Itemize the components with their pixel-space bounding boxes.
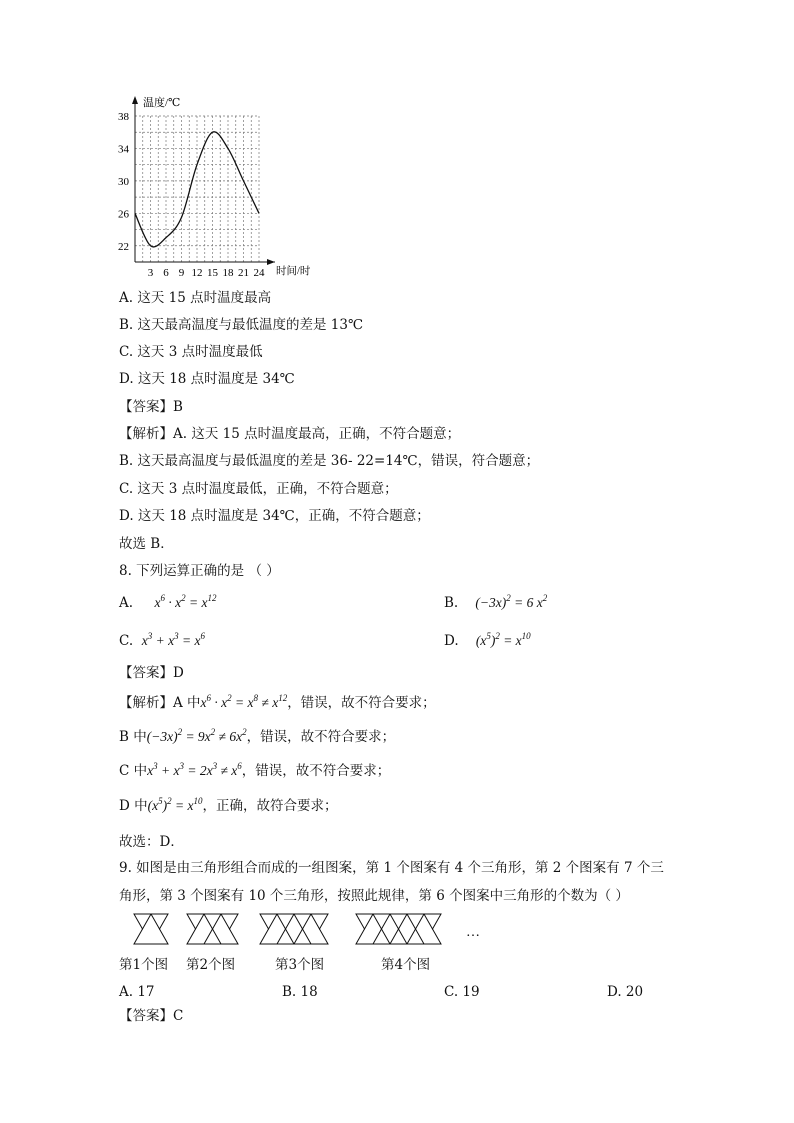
q7-analysis-c: C. 这天 3 点时温度最低，正确，不符合题意；	[119, 481, 398, 497]
x-tick-label: 3	[147, 267, 154, 279]
q8-analysis-b: B 中$(-3x)^2 = 9x^2 \ne 6x^2$，错误，故不符合要求；	[119, 727, 396, 745]
pattern-label-4: 第4个图	[381, 957, 431, 973]
c-prefix: C 中	[119, 763, 148, 779]
triangle-pattern	[187, 914, 238, 944]
x-tick-label: 9	[178, 267, 185, 279]
x-tick-label: 6	[163, 267, 169, 279]
q8-analysis-d: D 中$(x^5)^2 = x^{10}$，正确，故符合要求；	[119, 796, 338, 814]
triangle-patterns-figure	[130, 912, 510, 948]
x-axis-label: 时间/时	[276, 266, 311, 277]
triangle-pattern	[260, 914, 328, 944]
y-tick-label: 34	[118, 143, 129, 156]
chart-grid	[135, 116, 259, 262]
right-suffix: ，正确，故符合要求；	[202, 798, 338, 814]
temperature-chart	[110, 90, 350, 280]
q8-answer: 【答案】D	[119, 665, 184, 681]
y-tick-label: 38	[118, 111, 129, 123]
q7-analysis-b: B. 这天最高温度与最低温度的差是 36- 22=14℃，错误，符合题意；	[119, 453, 540, 469]
y-axis-label: 温度/℃	[143, 97, 181, 109]
y-tick-label: 26	[118, 208, 129, 221]
q7-analysis-a: 【解析】A. 这天 15 点时温度最高，正确，不符合题意；	[119, 426, 461, 442]
q9-option-b: B. 18	[282, 984, 318, 1000]
analysis-prefix: 【解析】A 中	[119, 695, 201, 711]
y-tick-label: 30	[118, 175, 129, 188]
x-axis-arrow	[267, 259, 275, 265]
wrong-suffix: ，错误，故不符合要求；	[246, 729, 396, 745]
q9-option-d: D. 20	[607, 984, 644, 1000]
ellipsis: …	[466, 925, 480, 940]
wrong-suffix: ，错误，故不符合要求；	[287, 695, 436, 711]
triangle-pattern	[134, 914, 168, 944]
pattern-label-3: 第3个图	[275, 957, 325, 973]
q7-option-a: A. 这天 15 点时温度最高	[119, 290, 272, 306]
q7-answer: 【答案】B	[119, 399, 183, 415]
pattern-label-1: 第1个图	[119, 957, 169, 973]
q8-option-b: B. $(-3x)^2 = 6$ $x^2$	[444, 593, 548, 611]
wrong-suffix: ，错误，故不符合要求；	[241, 763, 391, 779]
q9-stem-line-2: 角形，第 3 个图案有 10 个三角形，按照此规律，第 6 个图案中三角形的个数为（ ）	[119, 888, 629, 904]
q7-analysis-d: D. 这天 18 点时温度是 34℃，正确，不符合题意；	[119, 508, 430, 524]
q9-answer: 【答案】C	[119, 1008, 184, 1024]
q8-analysis-c: C 中$x^3 + x^3 = 2x^3 \ne x^6$，错误，故不符合要求；	[119, 761, 391, 779]
q8-conclusion: 故选：D．	[119, 834, 184, 850]
x-tick-label: 15	[207, 267, 218, 279]
x-tick-label: 21	[238, 267, 249, 279]
x-tick-label: 18	[222, 267, 234, 279]
q9-stem-line-1: 9. 如图是由三角形组合而成的一组图案，第 1 个图案有 4 个三角形，第 2 个图案有 7 个三	[119, 860, 664, 876]
q8-option-d: D. $(x^5)^2 = x^{10}$	[444, 631, 531, 649]
x-tick-label: 12	[191, 267, 203, 279]
q8-stem: 8. 下列运算正确的是 （ ）	[119, 563, 280, 579]
y-tick-label: 22	[118, 240, 129, 253]
y-axis-arrow	[132, 96, 138, 104]
d-prefix: D 中	[119, 798, 148, 814]
q7-option-d: D. 这天 18 点时温度是 34℃	[119, 371, 295, 387]
triangle-pattern	[356, 914, 441, 944]
q9-option-a: A. 17	[119, 984, 155, 1000]
q8-analysis-a: 【解析】A 中$x^6 \cdot x^2 = x^8 \ne x^{12}$，错误，故不符合要求；	[119, 693, 436, 711]
q8-option-a: A. $x^6 \cdot x^2 = x^{12}$	[119, 593, 217, 611]
q7-option-c: C. 这天 3 点时温度最低	[119, 344, 263, 360]
x-tick-label: 24	[253, 267, 265, 279]
b-prefix: B 中	[119, 729, 147, 745]
q9-option-c: C. 19	[444, 984, 480, 1000]
q7-conclusion: 故选 B．	[119, 536, 174, 552]
q8-option-c: C. $x^3 + x^3 = x^6$	[119, 631, 205, 649]
chart-tick-labels	[118, 111, 265, 279]
q7-option-b: B. 这天最高温度与最低温度的差是 13℃	[119, 317, 364, 333]
pattern-label-2: 第2个图	[186, 957, 236, 973]
chart-axes	[132, 96, 275, 265]
